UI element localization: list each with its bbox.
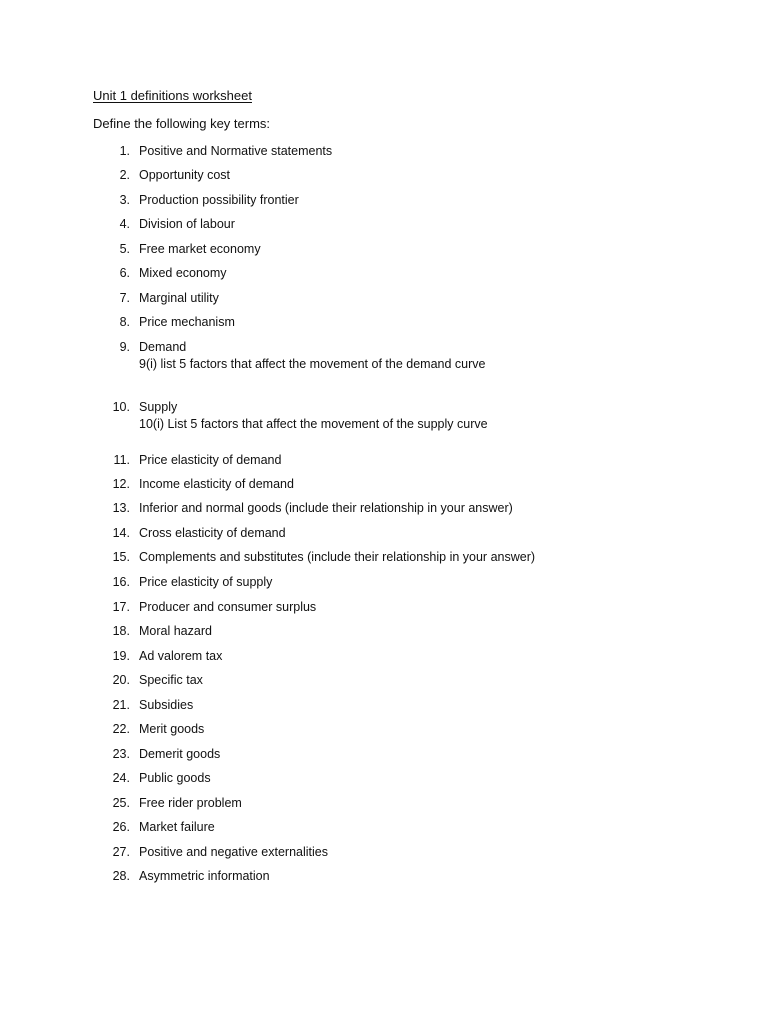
list-item-number: 15.	[112, 550, 130, 564]
list-item-text: Price mechanism	[139, 315, 235, 329]
list-item-text: Division of labour	[139, 217, 235, 231]
list-item-number: 4.	[119, 217, 130, 231]
list-item-text: Marginal utility	[139, 291, 219, 305]
list-item-text: Free rider problem	[139, 796, 242, 810]
list-item-number: 20.	[112, 673, 130, 687]
list-item-number: 11.	[113, 453, 130, 467]
list-item-number: 5.	[119, 242, 130, 256]
list-item-number: 26.	[112, 820, 130, 834]
list-item-text: Complements and substitutes (include their relationship in your answer)	[139, 550, 536, 564]
list-item-number: 13.	[112, 501, 130, 515]
list-item-text: Production possibility frontier	[139, 193, 299, 207]
list-item-number: 24.	[112, 771, 130, 785]
list-item-text: Subsidies	[139, 698, 194, 712]
list-item-subquestion: 9(i) list 5 factors that affect the movement of the demand curve	[139, 357, 486, 371]
list-item-number: 17.	[112, 600, 130, 614]
list-item-text: Inferior and normal goods (include their relationship in your answer)	[139, 501, 513, 515]
list-item-text: Producer and consumer surplus	[139, 600, 317, 614]
list-item-number: 23.	[112, 747, 130, 761]
list-item-text: Public goods	[139, 771, 211, 785]
list-item-text: Demand	[139, 340, 187, 354]
list-item-number: 8.	[119, 315, 130, 329]
list-item-subquestion: 10(i) List 5 factors that affect the movement of the supply curve	[139, 417, 488, 431]
list-item-text: Specific tax	[139, 673, 203, 687]
list-item-number: 28.	[112, 869, 130, 883]
list-item-text: Merit goods	[139, 722, 205, 736]
list-item-number: 1.	[119, 144, 130, 158]
list-item-number: 9.	[119, 340, 130, 354]
list-item-number: 21.	[112, 698, 130, 712]
list-item-text: Market failure	[139, 820, 215, 834]
list-item-text: Income elasticity of demand	[139, 477, 294, 491]
list-item-number: 14.	[112, 526, 130, 540]
list-item-text: Opportunity cost	[139, 168, 231, 182]
list-item-number: 27.	[112, 845, 130, 859]
list-item-text: Price elasticity of supply	[139, 575, 273, 589]
list-item-number: 19.	[112, 649, 130, 663]
list-item-number: 12.	[112, 477, 130, 491]
instructions-text: Define the following key terms:	[93, 116, 271, 131]
list-item-text: Free market economy	[139, 242, 261, 256]
list-item-number: 3.	[119, 193, 130, 207]
list-item-number: 18.	[112, 624, 130, 638]
list-item-text: Positive and Normative statements	[139, 144, 333, 158]
list-item-text: Mixed economy	[139, 266, 227, 280]
list-item-text: Positive and negative externalities	[139, 845, 329, 859]
list-item-number: 6.	[119, 266, 130, 280]
list-item-text: Ad valorem tax	[139, 649, 223, 663]
list-item-text: Asymmetric information	[139, 869, 270, 883]
list-item-number: 22.	[112, 722, 130, 736]
list-item-number: 16.	[112, 575, 130, 589]
list-item-number: 25.	[112, 796, 130, 810]
list-item-text: Moral hazard	[139, 624, 212, 638]
list-item-text: Demerit goods	[139, 747, 221, 761]
list-item-number: 7.	[119, 291, 130, 305]
list-item-text: Cross elasticity of demand	[139, 526, 286, 540]
list-item-text: Supply	[139, 400, 178, 414]
page-title: Unit 1 definitions worksheet	[93, 88, 252, 103]
list-item-text: Price elasticity of demand	[139, 453, 282, 467]
list-item-number: 2.	[119, 168, 130, 182]
list-item-number: 10.	[112, 400, 130, 414]
